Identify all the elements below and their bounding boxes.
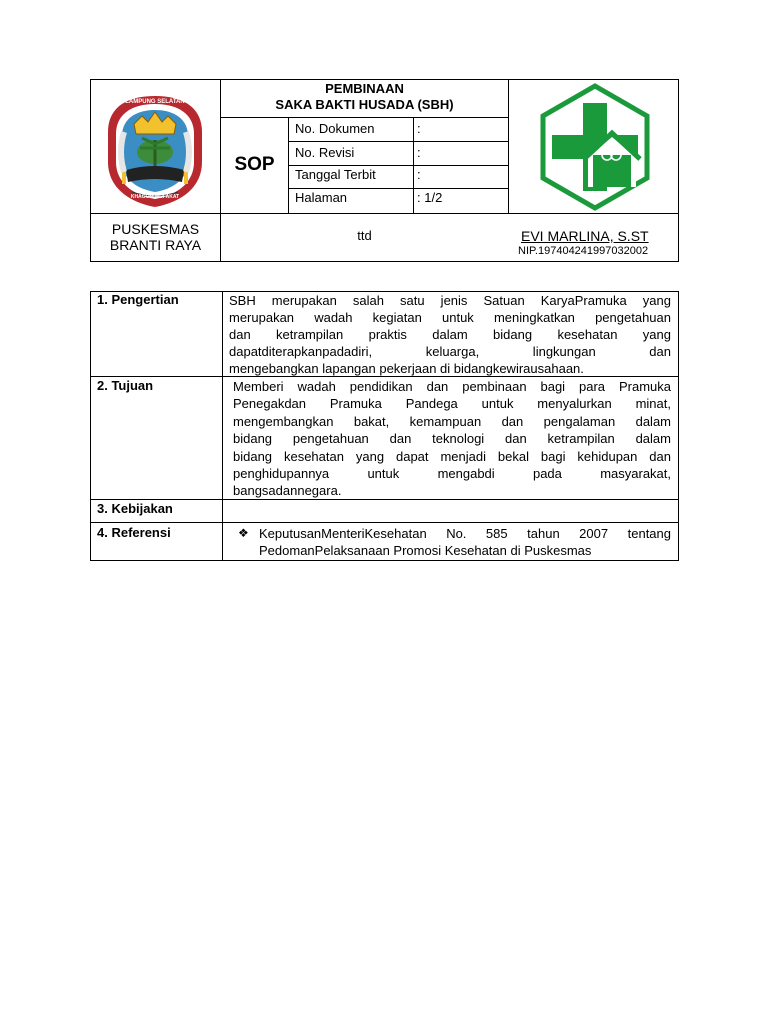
field-value-no-dokumen: : — [417, 121, 421, 136]
text-line: SBH merupakan salah satu jenis Satuan KaryaPramuka yang — [229, 293, 671, 308]
signer-name: EVI MARLINA, S.ST — [521, 228, 649, 244]
section-label-pengertian: 1. Pengertian — [97, 292, 179, 307]
field-label-halaman: Halaman — [295, 190, 348, 205]
section-label-referensi: 4. Referensi — [97, 525, 171, 540]
puskesmas-cross-icon — [538, 83, 652, 211]
section-label-tujuan: 2. Tujuan — [97, 378, 154, 393]
organization-name-line1: PUSKESMAS — [111, 221, 200, 237]
organization-name-line2: BRANTI RAYA — [109, 237, 202, 253]
document-title-line2: SAKA BAKTI HUSADA (SBH) — [275, 97, 454, 112]
text-line: mengebangkan lapangan pekerjaan di bidangkewirausahaan. — [229, 361, 584, 376]
field-value-tanggal-terbit: : — [417, 167, 421, 182]
text-line: KeputusanMenteriKesehatan No. 585 tahun 2007 tentang — [259, 526, 671, 541]
field-label-no-revisi: No. Revisi — [295, 145, 355, 160]
text-line: bangsadannegara. — [233, 483, 342, 499]
section-body-referensi — [259, 525, 671, 559]
sop-label: SOP — [234, 154, 275, 175]
document-title-line1: PEMBINAAN — [325, 81, 404, 96]
lampung-selatan-emblem-icon — [104, 92, 206, 210]
text-line: dan ketrampilan praktis dalam bidang kesehatan yang — [229, 327, 671, 342]
text-line: dapatditerapkanpadadiri, keluarga, lingkungan dan — [229, 344, 671, 359]
text-line: PedomanPelaksanaan Promosi Kesehatan di Puskesmas — [259, 543, 592, 558]
field-label-no-dokumen: No. Dokumen — [295, 121, 375, 136]
section-label-kebijakan: 3. Kebijakan — [97, 501, 173, 516]
text-line: bidang kesehatan yang dapat menjadi bekal bagi kehidupan dan — [233, 448, 671, 464]
bullet-icon: ❖ — [238, 526, 249, 540]
text-line: bidang pengetahuan dan teknologi dan ketrampilan dalam — [233, 431, 671, 447]
signature-text: ttd — [357, 228, 372, 243]
field-value-halaman: : 1/2 — [417, 190, 443, 205]
emblem-bottom-text: KHAGOM MUFAKAT — [130, 194, 180, 200]
text-line: Memberi wadah pendidikan dan pembinaan bagi para Pramuka — [233, 379, 671, 394]
field-label-tanggal-terbit: Tanggal Terbit — [295, 167, 376, 182]
signer-nip: NIP.197404241997032002 — [518, 245, 649, 257]
text-line: Penegakdan Pramuka Pandega untuk menyalurkan minat, — [233, 396, 671, 412]
emblem-top-text: LAMPUNG SELATAN — [125, 99, 185, 105]
section-body-tujuan — [233, 378, 671, 500]
text-line: merupakan wadah kegiatan untuk meningkatkan pengetahuan — [229, 310, 671, 325]
section-body-pengertian — [229, 292, 671, 377]
text-line: mengembangkan bakat, kemampuan dan pengalaman dalam — [233, 413, 671, 429]
field-value-no-revisi: : — [417, 145, 421, 160]
text-line: penghidupannya untuk mengabdi pada masyarakat, — [233, 466, 671, 482]
